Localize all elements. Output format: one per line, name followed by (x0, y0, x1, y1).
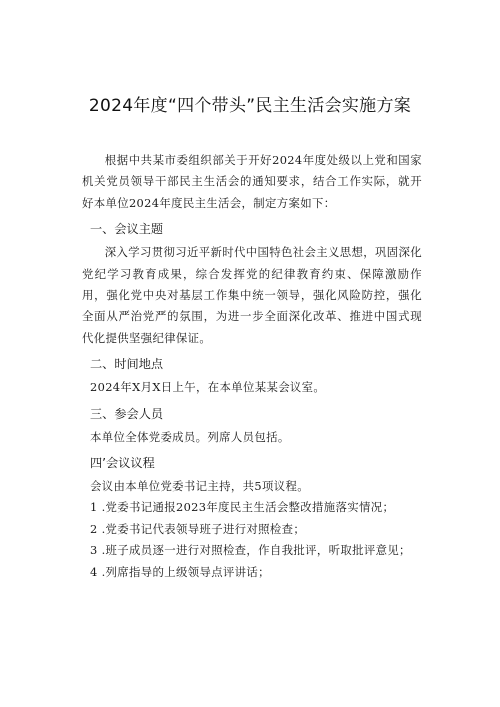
agenda-item: 3 .班子成员逐一进行对照检查，作自我批评，听取批评意见； (90, 543, 411, 558)
theme-paragraph: 深入学习贯彻习近平新时代中国特色社会主义思想，巩固深化党纪学习教育成果，综合发挥党的纪律教育约束、保障激励作用，强化党中央对基层工作集中统一领导，强化风险防控，强化全面从严治党严的氛围，为进一步全面深化改革、推进中国式现代化提供坚强纪律保证。 (82, 245, 422, 345)
agenda-item: 1 .党委书记通报2023年度民主生活会整改措施落实情况； (90, 500, 395, 515)
agenda-item: 4 .列席指导的上级领导点评讲话； (90, 564, 270, 579)
document-body (82, 150, 422, 583)
time-place-text: 2024年X月X日上午，在本单位某某会议室。 (90, 380, 326, 395)
section-heading-theme: 一、会议主题 (90, 222, 164, 237)
section-heading-participants: 三、参会人员 (90, 406, 164, 421)
intro-paragraph: 根据中共某市委组织部关于开好2024年度处级以上党和国家机关党员领导干部民主生活会的通知要求，结合工作实际，就开好本单位2024年度民主生活会，制定方案如下： (82, 153, 422, 210)
section-heading-agenda: 四’会议议程 (90, 456, 155, 471)
document-title: 2024年度“四个带头”民主生活会实施方案 (88, 96, 412, 116)
section-heading-time-place: 二、时间地点 (90, 357, 164, 372)
participants-text: 本单位全体党委成员。列席人员包括。 (90, 429, 290, 444)
agenda-item: 2 .党委书记代表领导班子进行对照检查； (90, 521, 306, 536)
agenda-intro: 会议由本单位党委书记主持，共5项议程。 (90, 479, 309, 494)
